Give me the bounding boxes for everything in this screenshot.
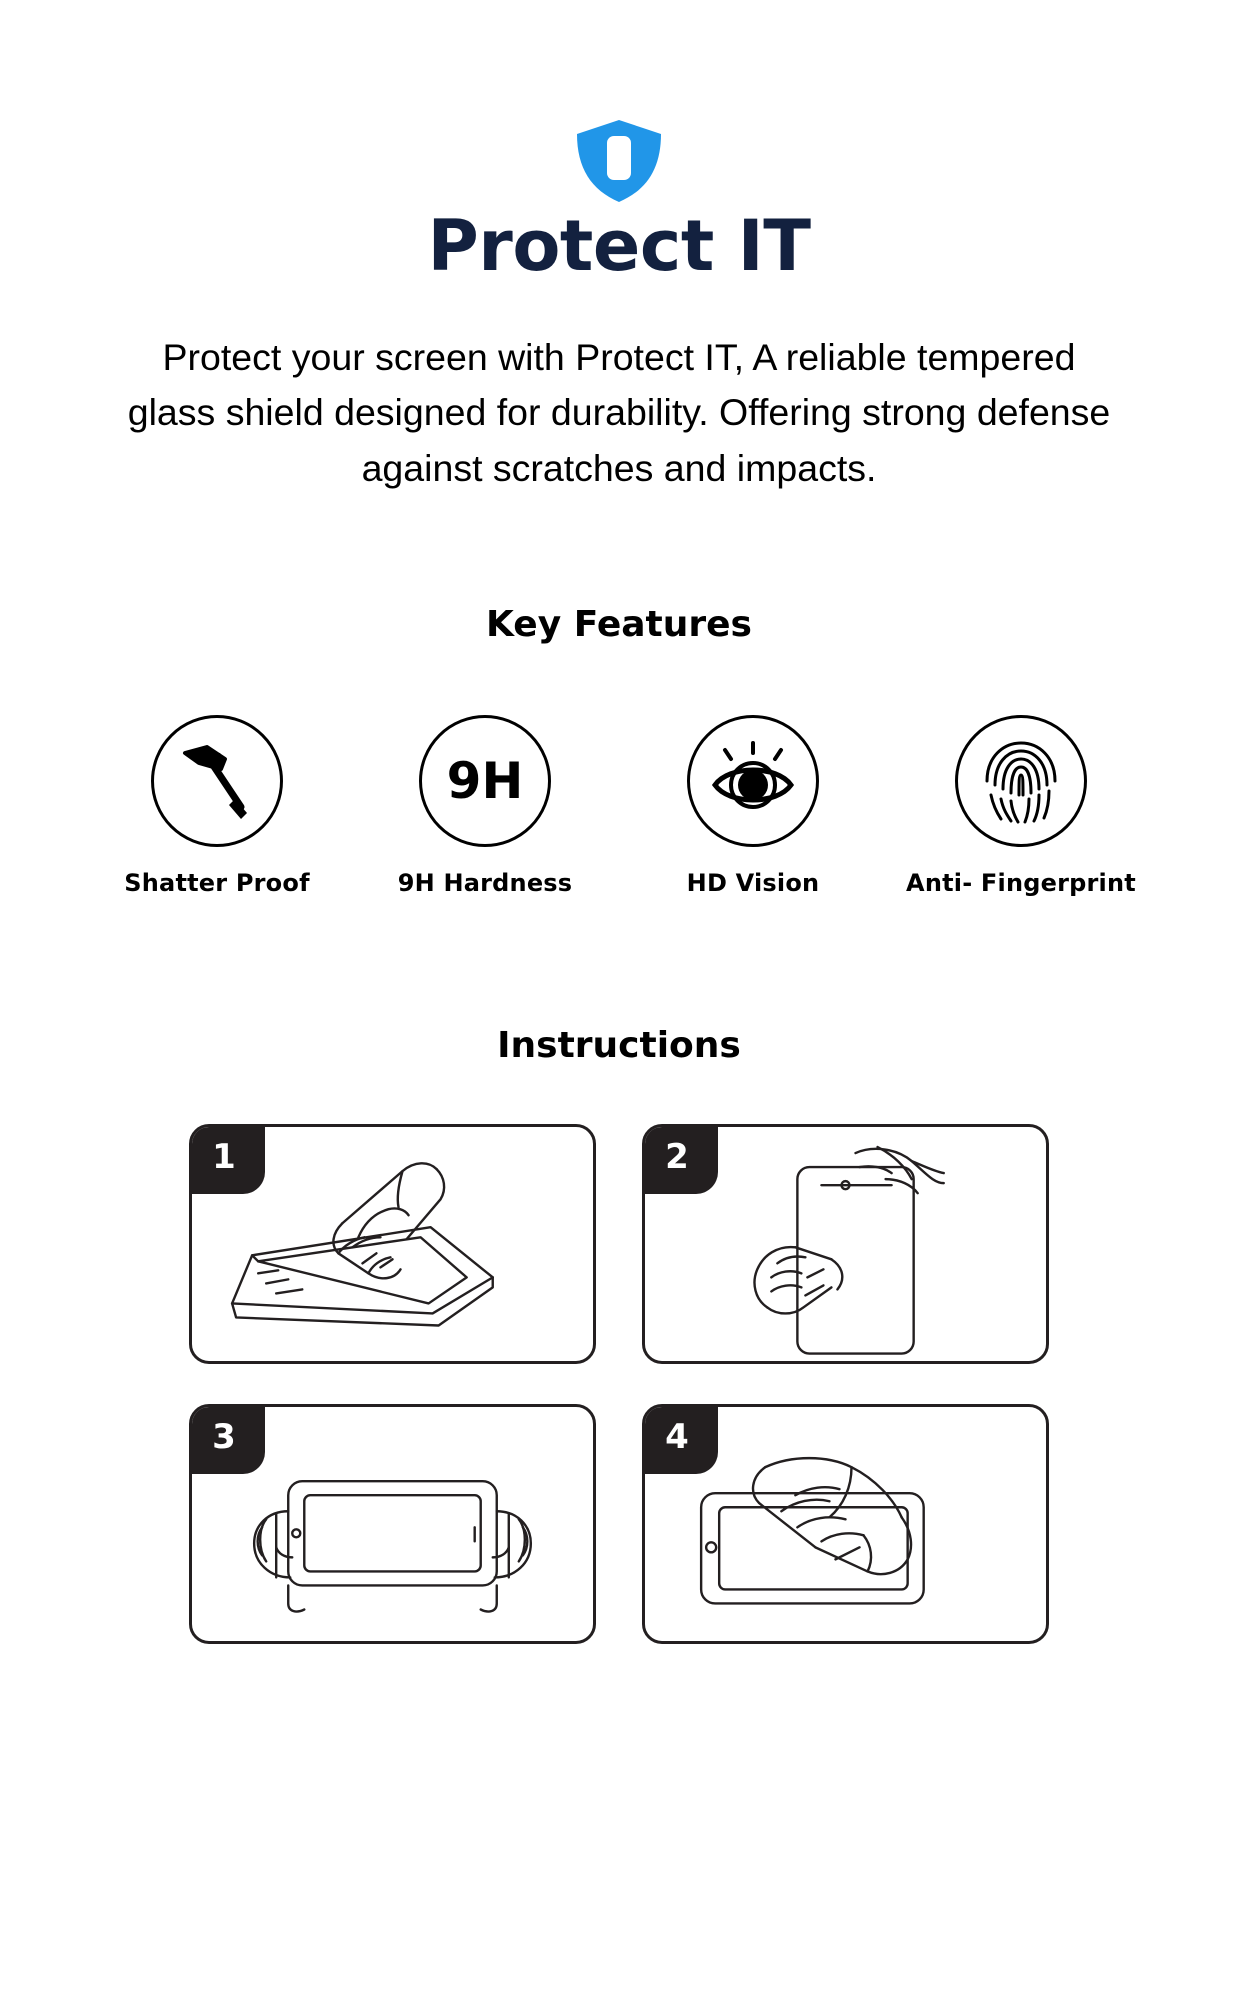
brand-header (0, 0, 1238, 287)
step-number-badge: 3 (191, 1406, 265, 1474)
instruction-step-2 (642, 1124, 1049, 1364)
step-number-badge: 1 (191, 1126, 265, 1194)
hardness-value: 9H (446, 752, 524, 810)
feature-anti-fingerprint (896, 715, 1146, 897)
feature-label: Anti- Fingerprint (906, 869, 1136, 897)
intro-paragraph: Protect your screen with Protect IT, A reliable tempered glass shield designed for durability. Offering strong defense against scratches and impacts. (127, 335, 1111, 489)
hammer-icon (151, 715, 283, 847)
instruction-step-3 (189, 1404, 596, 1644)
instruction-steps (189, 1124, 1049, 1644)
feature-label: Shatter Proof (124, 869, 310, 897)
feature-shatter-proof (92, 715, 342, 897)
instruction-step-1 (189, 1124, 596, 1364)
key-features-heading: Key Features (486, 604, 752, 645)
bottom-spacer (0, 1644, 1238, 1764)
shield-phone-icon (569, 118, 669, 204)
feature-hd-vision (628, 715, 878, 897)
feature-9h-hardness (360, 715, 610, 897)
feature-label: 9H Hardness (397, 869, 573, 897)
key-features-list (0, 715, 1238, 897)
hardness-9h-icon (419, 715, 551, 847)
instruction-step-4 (642, 1404, 1049, 1644)
page-title: Protect IT (427, 205, 811, 287)
eye-icon (687, 715, 819, 847)
instructions-heading: Instructions (497, 1025, 741, 1066)
step-number-badge: 2 (644, 1126, 718, 1194)
fingerprint-icon (955, 715, 1087, 847)
feature-label: HD Vision (686, 869, 820, 897)
step-number-badge: 4 (644, 1406, 718, 1474)
